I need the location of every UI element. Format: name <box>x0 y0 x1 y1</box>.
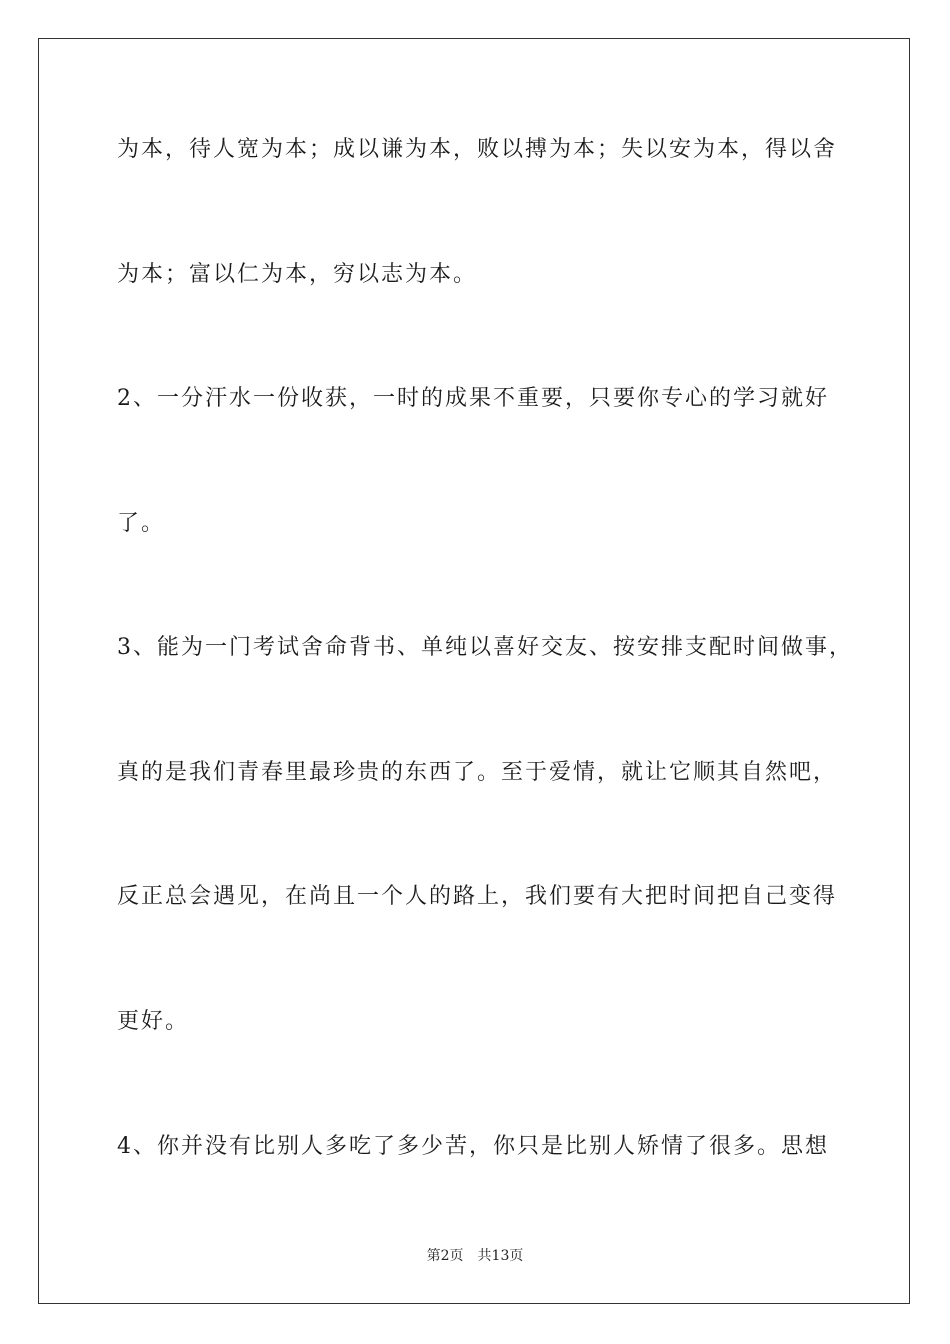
body-text-line: 了。 <box>117 511 166 536</box>
body-text-line: 3、能为一门考试舍命背书、单纯以喜好交友、按安排支配时间做事， <box>117 635 853 660</box>
body-text-line: 为本；富以仁为本，穷以志为本。 <box>117 262 478 287</box>
page-border <box>38 38 910 1304</box>
body-text-line: 反正总会遇见，在尚且一个人的路上，我们要有大把时间把自己变得 <box>117 884 838 909</box>
page-footer <box>0 1247 950 1265</box>
body-text-line: 2、一分汗水一份收获，一时的成果不重要，只要你专心的学习就好 <box>117 386 829 411</box>
page-total: 共13页 <box>477 1248 524 1264</box>
page-number: 第2页 <box>426 1248 464 1264</box>
body-text-line: 4、你并没有比别人多吃了多少苦，你只是比别人矫情了很多。思想 <box>117 1134 829 1159</box>
body-text-line: 更好。 <box>117 1009 190 1034</box>
body-text-line: 真的是我们青春里最珍贵的东西了。至于爱情，就让它顺其自然吧， <box>117 760 838 785</box>
body-text-line: 为本，待人宽为本；成以谦为本，败以搏为本；失以安为本，得以舍 <box>117 137 838 162</box>
